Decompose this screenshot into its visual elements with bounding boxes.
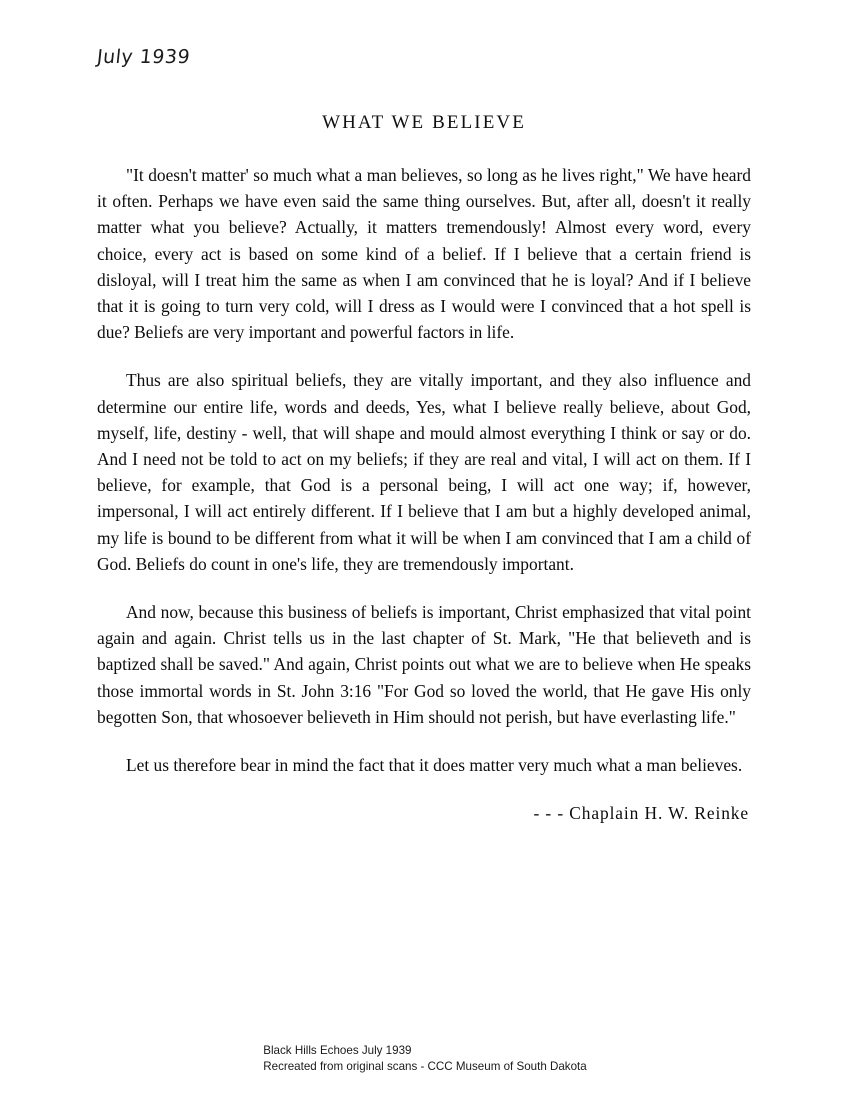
author-signature: - - - Chaplain H. W. Reinke [533, 803, 749, 824]
body-paragraph-1: "It doesn't matter' so much what a man believes, so long as he lives right," We have heard it often. Perhaps we have even said the same thing ourselves. But, after all, doesn't it really matter what you believe? Actually, it matters tremendously! Almost every word, every choice, every act is based on some kind of a belief. If I believe that a certain friend is disloyal, will I treat him the same as when I am convinced that he is loyal? And if I believe that it is going to turn very cold, will I dress as I would were I convinced that a hot spell is due? Beliefs are very important and powerful factors in life. [97, 165, 751, 343]
page-title: WHAT WE BELIEVE [322, 112, 526, 133]
body-paragraph-3: And now, because this business of beliefs is important, Christ emphasized that vital point again and again. Christ tells us in the last chapter of St. Mark, "He that believeth and is baptized shall be saved." And again, Christ points out what we are to believe when He speaks those immortal words in St. John 3:16 "For God so loved the world, that He gave His only begotten Son, that whosoever believeth in Him should not perish, but have everlasting life." [97, 602, 751, 727]
footer-credit-block [263, 1043, 586, 1074]
footer-source-line: Black Hills Echoes July 1939 [263, 1044, 412, 1057]
footer-attribution-line: Recreated from original scans - CCC Museum of South Dakota [263, 1059, 587, 1073]
footer-credit [0, 1043, 850, 1075]
document-body [97, 112, 751, 826]
body-paragraph-4: Let us therefore bear in mind the fact that it does matter very much what a man believes. [126, 755, 743, 776]
body-paragraph-2: Thus are also spiritual beliefs, they are vitally important, and they also influence and determine our entire life, words and deeds, Yes, what I believe really believe, about God, myself, life, destiny - well, that will shape and mould almost everything I think or say or do. And I need not be told to act on my beliefs; if they are real and vital, I will act on them. If I believe, for example, that God is a personal being, I will act one way; if, however, impersonal, I will act entirely different. If I believe that I am but a highly developed animal, my life is bound to be different from what it will be when I am convinced that I am a child of God. Beliefs do count in one's life, they are tremendously important. [97, 370, 751, 574]
date-header: July 1939 [95, 46, 192, 68]
